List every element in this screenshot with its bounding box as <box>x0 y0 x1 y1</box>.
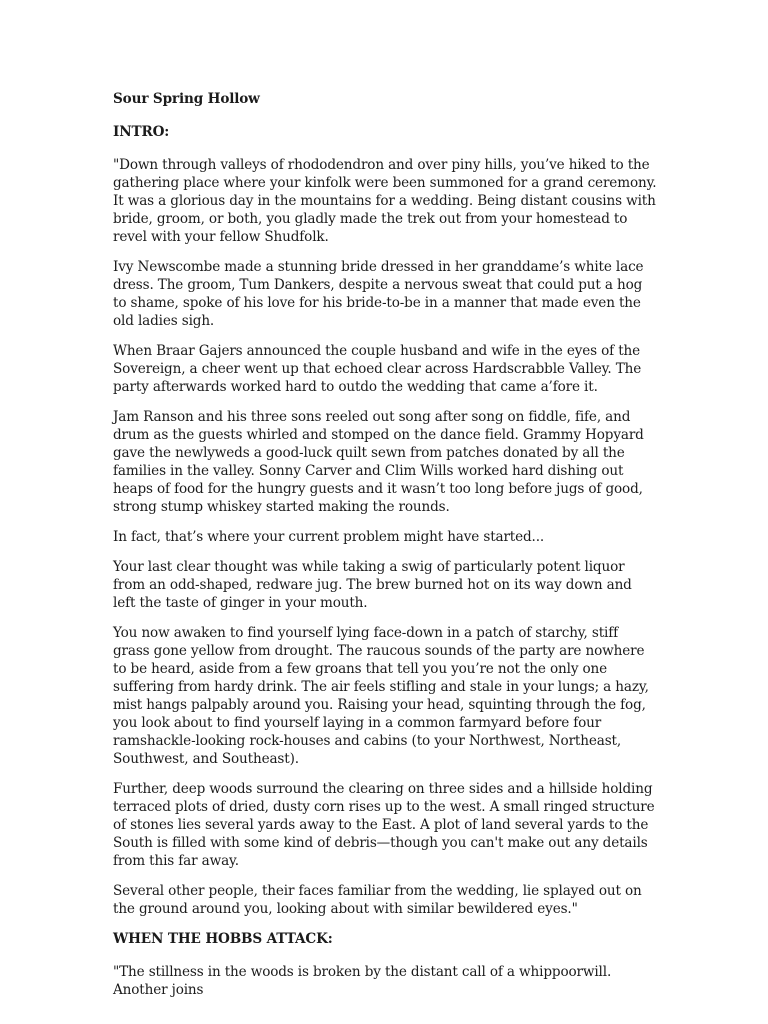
paragraph: Ivy Newscombe made a stunning bride dressed in her granddame’s white lace dress. The groom, Tum Dankers, despite a nervous sweat that could put a hog to shame, spoke of his love for his bride-to-be in a manner that made even the old ladies sigh. <box>113 259 644 329</box>
document-page <box>113 90 658 1011</box>
paragraph: In fact, that’s where your current problem might have started... <box>113 529 545 545</box>
section-heading-intro: INTRO: <box>113 124 170 140</box>
paragraph: Several other people, their faces familiar from the wedding, lie splayed out on the ground around you, looking about with similar bewildered eyes." <box>113 883 642 917</box>
paragraph: "The stillness in the woods is broken by the distant call of a whippoorwill. Another joins <box>113 964 612 998</box>
paragraph: Further, deep woods surround the clearing on three sides and a hillside holding terraced plots of dried, dusty corn rises up to the west. A small ringed structure of stones lies several yards away to the East. A plot of land several yards to the South is filled with some kind of debris—though you can't make out any details from this far away. <box>113 781 655 869</box>
paragraph: Jam Ranson and his three sons reeled out song after song on fiddle, fife, and drum as the guests whirled and stomped on the dance field. Grammy Hopyard gave the newlyweds a good-luck quilt sewn from patches donated by all the families in the valley. Sonny Carver and Clim Wills worked hard dishing out heaps of food for the hungry guests and it wasn’t too long before jugs of good, strong stump whiskey started making the rounds. <box>113 409 644 515</box>
document-title: Sour Spring Hollow <box>113 91 260 107</box>
paragraph: Your last clear thought was while taking a swig of particularly potent liquor from an odd-shaped, redware jug. The brew burned hot on its way down and left the taste of ginger in your mouth. <box>113 559 632 611</box>
paragraph: When Braar Gajers announced the couple husband and wife in the eyes of the Sovereign, a cheer went up that echoed clear across Hardscrabble Valley. The party afterwards worked hard to outdo the wedding that came a’fore it. <box>113 343 642 395</box>
section-heading-hobbs-attack: WHEN THE HOBBS ATTACK: <box>113 931 333 947</box>
paragraph: You now awaken to find yourself lying face-down in a patch of starchy, stiff grass gone yellow from drought. The raucous sounds of the party are nowhere to be heard, aside from a few groans that tell you you’re not the only one suffering from hardy drink. The air feels stifling and stale in your lungs; a hazy, mist hangs palpably around you. Raising your head, squinting through the fog, you look about to find yourself laying in a common farmyard before four ramshackle-looking rock-houses and cabins (to your Northwest, Northeast, Southwest, and Southeast). <box>113 625 649 767</box>
paragraph: "Down through valleys of rhododendron and over piny hills, you’ve hiked to the gathering place where your kinfolk were been summoned for a grand ceremony. It was a glorious day in the mountains for a wedding. Being distant cousins with bride, groom, or both, you gladly made the trek out from your homestead to revel with your fellow Shudfolk. <box>113 157 657 245</box>
